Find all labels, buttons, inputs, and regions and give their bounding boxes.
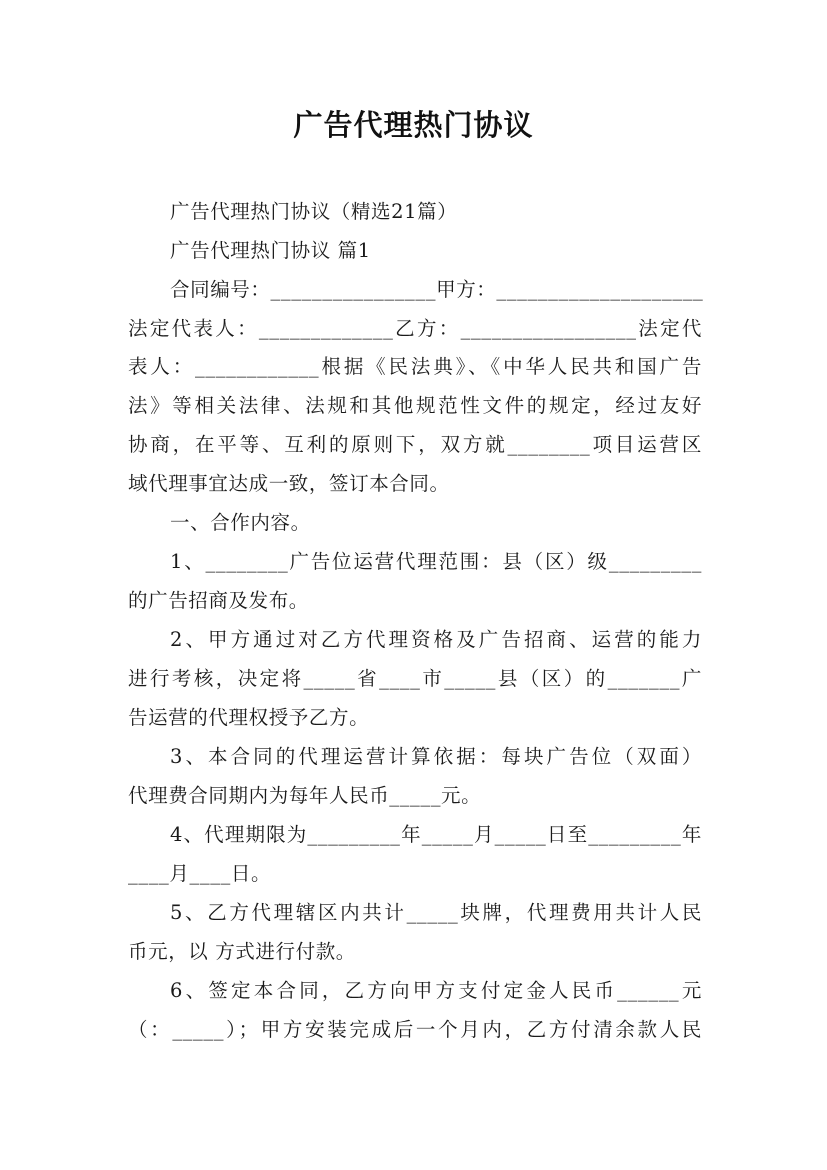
paragraph-line: 告运营的代理权授予乙方。 (128, 706, 370, 729)
paragraph-line: 表人：____________根据《民法典》、《中华人民共和国广告 (128, 355, 702, 378)
paragraph-line: 1、________广告位运营代理范围：县（区）级_________ (170, 550, 702, 573)
section-heading: 一、合作内容。 (170, 511, 311, 534)
paragraph-line: 法》等相关法律、法规和其他规范性文件的规定，经过友好 (128, 394, 702, 417)
section-heading: 广告代理热门协议 篇1 (170, 239, 371, 262)
paragraph-line: 合同编号：________________甲方：____________________ (170, 278, 704, 301)
paragraph-line: 协商，在平等、互利的原则下，双方就________项目运营区 (128, 433, 702, 456)
paragraph-line: 5、乙方代理辖区内共计_____块牌，代理费用共计人民 (170, 901, 702, 924)
paragraph-line: ____月____日。 (128, 862, 272, 885)
paragraph-line: 域代理事宜达成一致，签订本合同。 (128, 472, 450, 495)
paragraph-line: （：_____）；甲方安装完成后一个月内，乙方付清余款人民 (128, 1018, 702, 1041)
paragraph-line: 进行考核，决定将_____省____市_____县（区）的_______广 (128, 667, 702, 690)
paragraph-line: 代理费合同期内为每年人民币_____元。 (128, 784, 482, 807)
paragraph-line: 6、签定本合同，乙方向甲方支付定金人民币______元 (170, 979, 702, 1002)
paragraph-line: 3、本合同的代理运营计算依据：每块广告位（双面） (170, 745, 702, 768)
paragraph-line: 2、甲方通过对乙方代理资格及广告招商、运营的能力 (170, 628, 702, 651)
paragraph-line: 4、代理期限为_________年_____月_____日至_________年 (170, 823, 703, 846)
paragraph-line: 的广告招商及发布。 (128, 589, 309, 612)
subtitle-line: 广告代理热门协议（精选21篇） (170, 200, 458, 223)
paragraph-line: 法定代表人：_____________乙方：_________________法定代 (128, 317, 702, 340)
paragraph-line: 币元，以 方式进行付款。 (128, 940, 356, 963)
document-title: 广告代理热门协议 (293, 108, 534, 142)
